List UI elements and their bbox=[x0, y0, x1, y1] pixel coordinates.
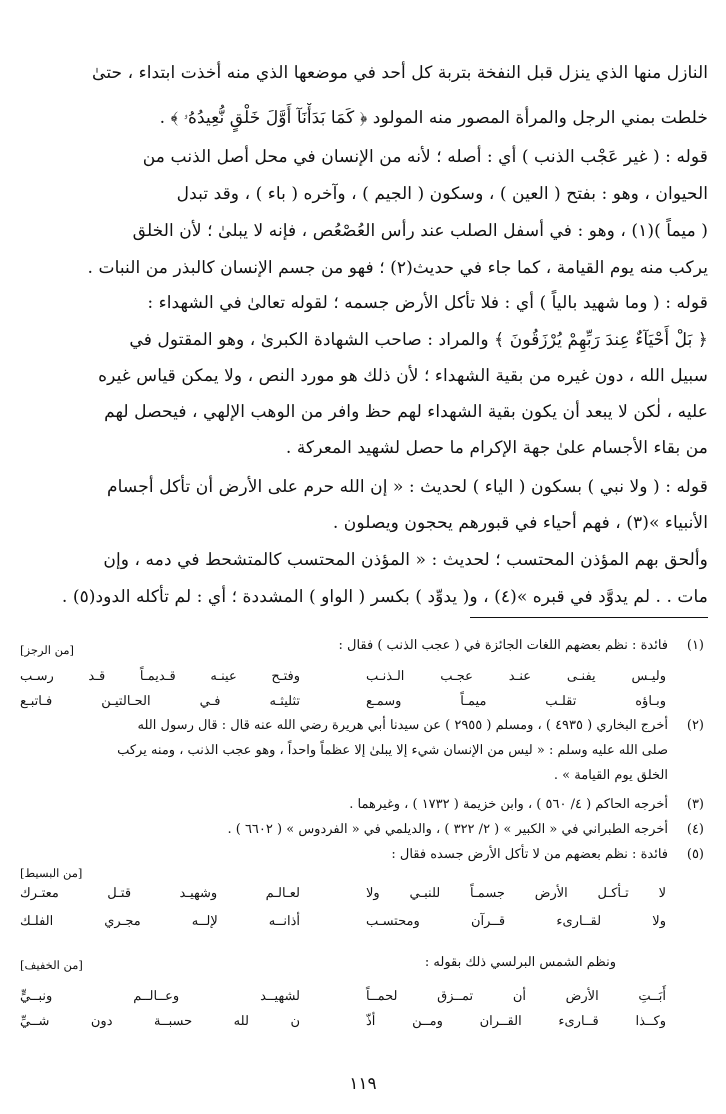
verse-hemistich: أَبَــتِ الأرض أن تمــزق لحمــاً bbox=[366, 989, 666, 1004]
body-line: النازل منها الذي ينزل قبل النفخة بتربة كل أحد في موضعها الذي منه أخذت ابتداء ، حتىٰ bbox=[92, 63, 708, 83]
footnote-text: صلى الله عليه وسلم : « ليس من الإنسان شيء إلا يبلىٰ إلا عظماً واحداً ، وهو عجب الذنب ، ومنه يركب bbox=[117, 743, 668, 758]
body-line: ﴿ بَلْ أَحْيَآءٌ عِندَ رَبِّهِمْ يُرْزَقُونَ ﴾ والمراد : صاحب الشهادة الكبرىٰ ، وهو المقتول في bbox=[129, 330, 708, 350]
meter-label: [من البسيط] bbox=[20, 866, 83, 880]
footnote-text: ونظم الشمس البرلسي ذلك بقوله : bbox=[424, 955, 616, 970]
footnote-separator bbox=[470, 617, 708, 618]
verse-hemistich: تثليثـه فـي الحـالتيـن فـاتبـع bbox=[20, 694, 300, 709]
body-line: عليه ، لٰكن لا يبعد أن يكون بقية الشهداء لهم حظ وافر من الوهب الإلهي ، فيحصل لهم bbox=[104, 402, 708, 422]
verse-hemistich: وبـاؤه تقلـب ميمـاً وسمـع bbox=[366, 694, 666, 709]
body-line: خلطت بمني الرجل والمرأة المصور منه المولود ﴿ كَمَا بَدَأْنَآ أَوَّلَ خَلْقٍ نُّعِيدُهُۥ ﴾ . bbox=[159, 108, 708, 128]
footnote-text: أخرجه الطبراني في « الكبير » ( ٢/ ٣٢٢ ) ، والديلمي في « الفردوس » ( ٦٦٠٢ ) . bbox=[227, 822, 668, 837]
footnote-number: (٤) bbox=[686, 822, 704, 837]
footnote-number: (٥) bbox=[686, 847, 704, 862]
verse-hemistich: ن لله حسبــة دون شــيِّ bbox=[20, 1014, 300, 1029]
body-line: يركب منه يوم القيامة ، كما جاء في حديث(٢) ؛ فهو من جسم الإنسان كالبذر من النبات . bbox=[87, 258, 708, 278]
meter-label: [من الرجز] bbox=[20, 643, 75, 657]
verse-hemistich: ولا لقــارىء قــرآن ومحتسـب bbox=[366, 914, 666, 929]
verse-hemistich: لا تـأكـل الأرض جسمـاً للنبـي ولا bbox=[366, 886, 666, 901]
footnote-text: أخرجه الحاكم ( ٤/ ٥٦٠ ) ، وابن خزيمة ( ١٧٣٢ ) ، وغيرهما . bbox=[349, 797, 668, 812]
verse-hemistich: لشهيــد وعــالــم ونبــيٍّ bbox=[20, 989, 300, 1004]
verse-hemistich: وفتـح عينـه قـديمـاً قـد رسـب bbox=[20, 669, 300, 684]
verse-hemistich: أذانــه لإلــه مجـري الفلـك bbox=[20, 914, 300, 929]
footnote-number: (٢) bbox=[686, 718, 704, 733]
footnote-text: فائدة : نظم بعضهم اللغات الجائزة في ( عجب الذنب ) فقال : bbox=[338, 638, 668, 653]
footnote-number: (٣) bbox=[686, 797, 704, 812]
body-line: من بقاء الأجسام علىٰ جهة الإكرام ما حصل لشهيد المعركة . bbox=[285, 438, 708, 458]
footnote-number: (١) bbox=[686, 638, 704, 653]
body-line: سبيل الله ، دون غيره من بقية الشهداء ؛ لأن ذلك هو مورد النص ، ولا يمكن قياس غيره bbox=[98, 366, 708, 386]
body-line: قوله : ( غير عَجْب الذنب ) أي : أصله ؛ لأنه من الإنسان في محل أصل الذنب من bbox=[142, 147, 708, 167]
page-number: ١١٩ bbox=[349, 1074, 377, 1094]
meter-label: [من الخفيف] bbox=[20, 958, 83, 972]
body-line: قوله : ( ولا نبي ) بسكون ( الياء ) لحديث : « إن الله حرم على الأرض أن تأكل أجسام bbox=[107, 477, 708, 497]
body-line: قوله : ( وما شهيد بالياً ) أي : فلا تأكل الأرض جسمه ؛ لقوله تعالىٰ في الشهداء : bbox=[147, 293, 708, 313]
verse-hemistich: وكــذا قــارىء القــران ومــن أذّ bbox=[366, 1014, 666, 1029]
footnote-text: الخلق يوم القيامة » . bbox=[553, 768, 668, 783]
footnote-text: أخرج البخاري ( ٤٩٣٥ ) ، ومسلم ( ٢٩٥٥ ) عن سيدنا أبي هريرة رضي الله عنه قال : قال رسول الله bbox=[137, 718, 668, 733]
footnote-text: فائدة : نظم بعضهم من لا تأكل الأرض جسده فقال : bbox=[391, 847, 668, 862]
verse-hemistich: وليـس يفنـى عنـد عجـب الـذنـب bbox=[366, 669, 666, 684]
body-line: ( ميماً )(١) ، وهو : في أسفل الصلب عند رأس العُصْعُص ، فإنه لا يبلىٰ ؛ لأن الخلق bbox=[132, 221, 708, 241]
body-line: الأنبياء »(٣) ، فهم أحياء في قبورهم يحجون ويصلون . bbox=[332, 513, 708, 533]
body-line: الحيوان ، وهو : بفتح ( العين ) ، وسكون ( الجيم ) ، وآخره ( باء ) ، وقد تبدل bbox=[176, 184, 708, 204]
verse-hemistich: لعـالـم وشهيـد قتـل معتـرك bbox=[20, 886, 300, 901]
body-line: مات . . لم يدوَّد في قبره »(٤) ، و( يدوِّد ) بكسر ( الواو ) المشددة ؛ أي : لم تأكله الدود(٥) . bbox=[61, 587, 708, 607]
body-line: وألحق بهم المؤذن المحتسب ؛ لحديث : « المؤذن المحتسب كالمتشحط في دمه ، وإن bbox=[103, 550, 708, 570]
